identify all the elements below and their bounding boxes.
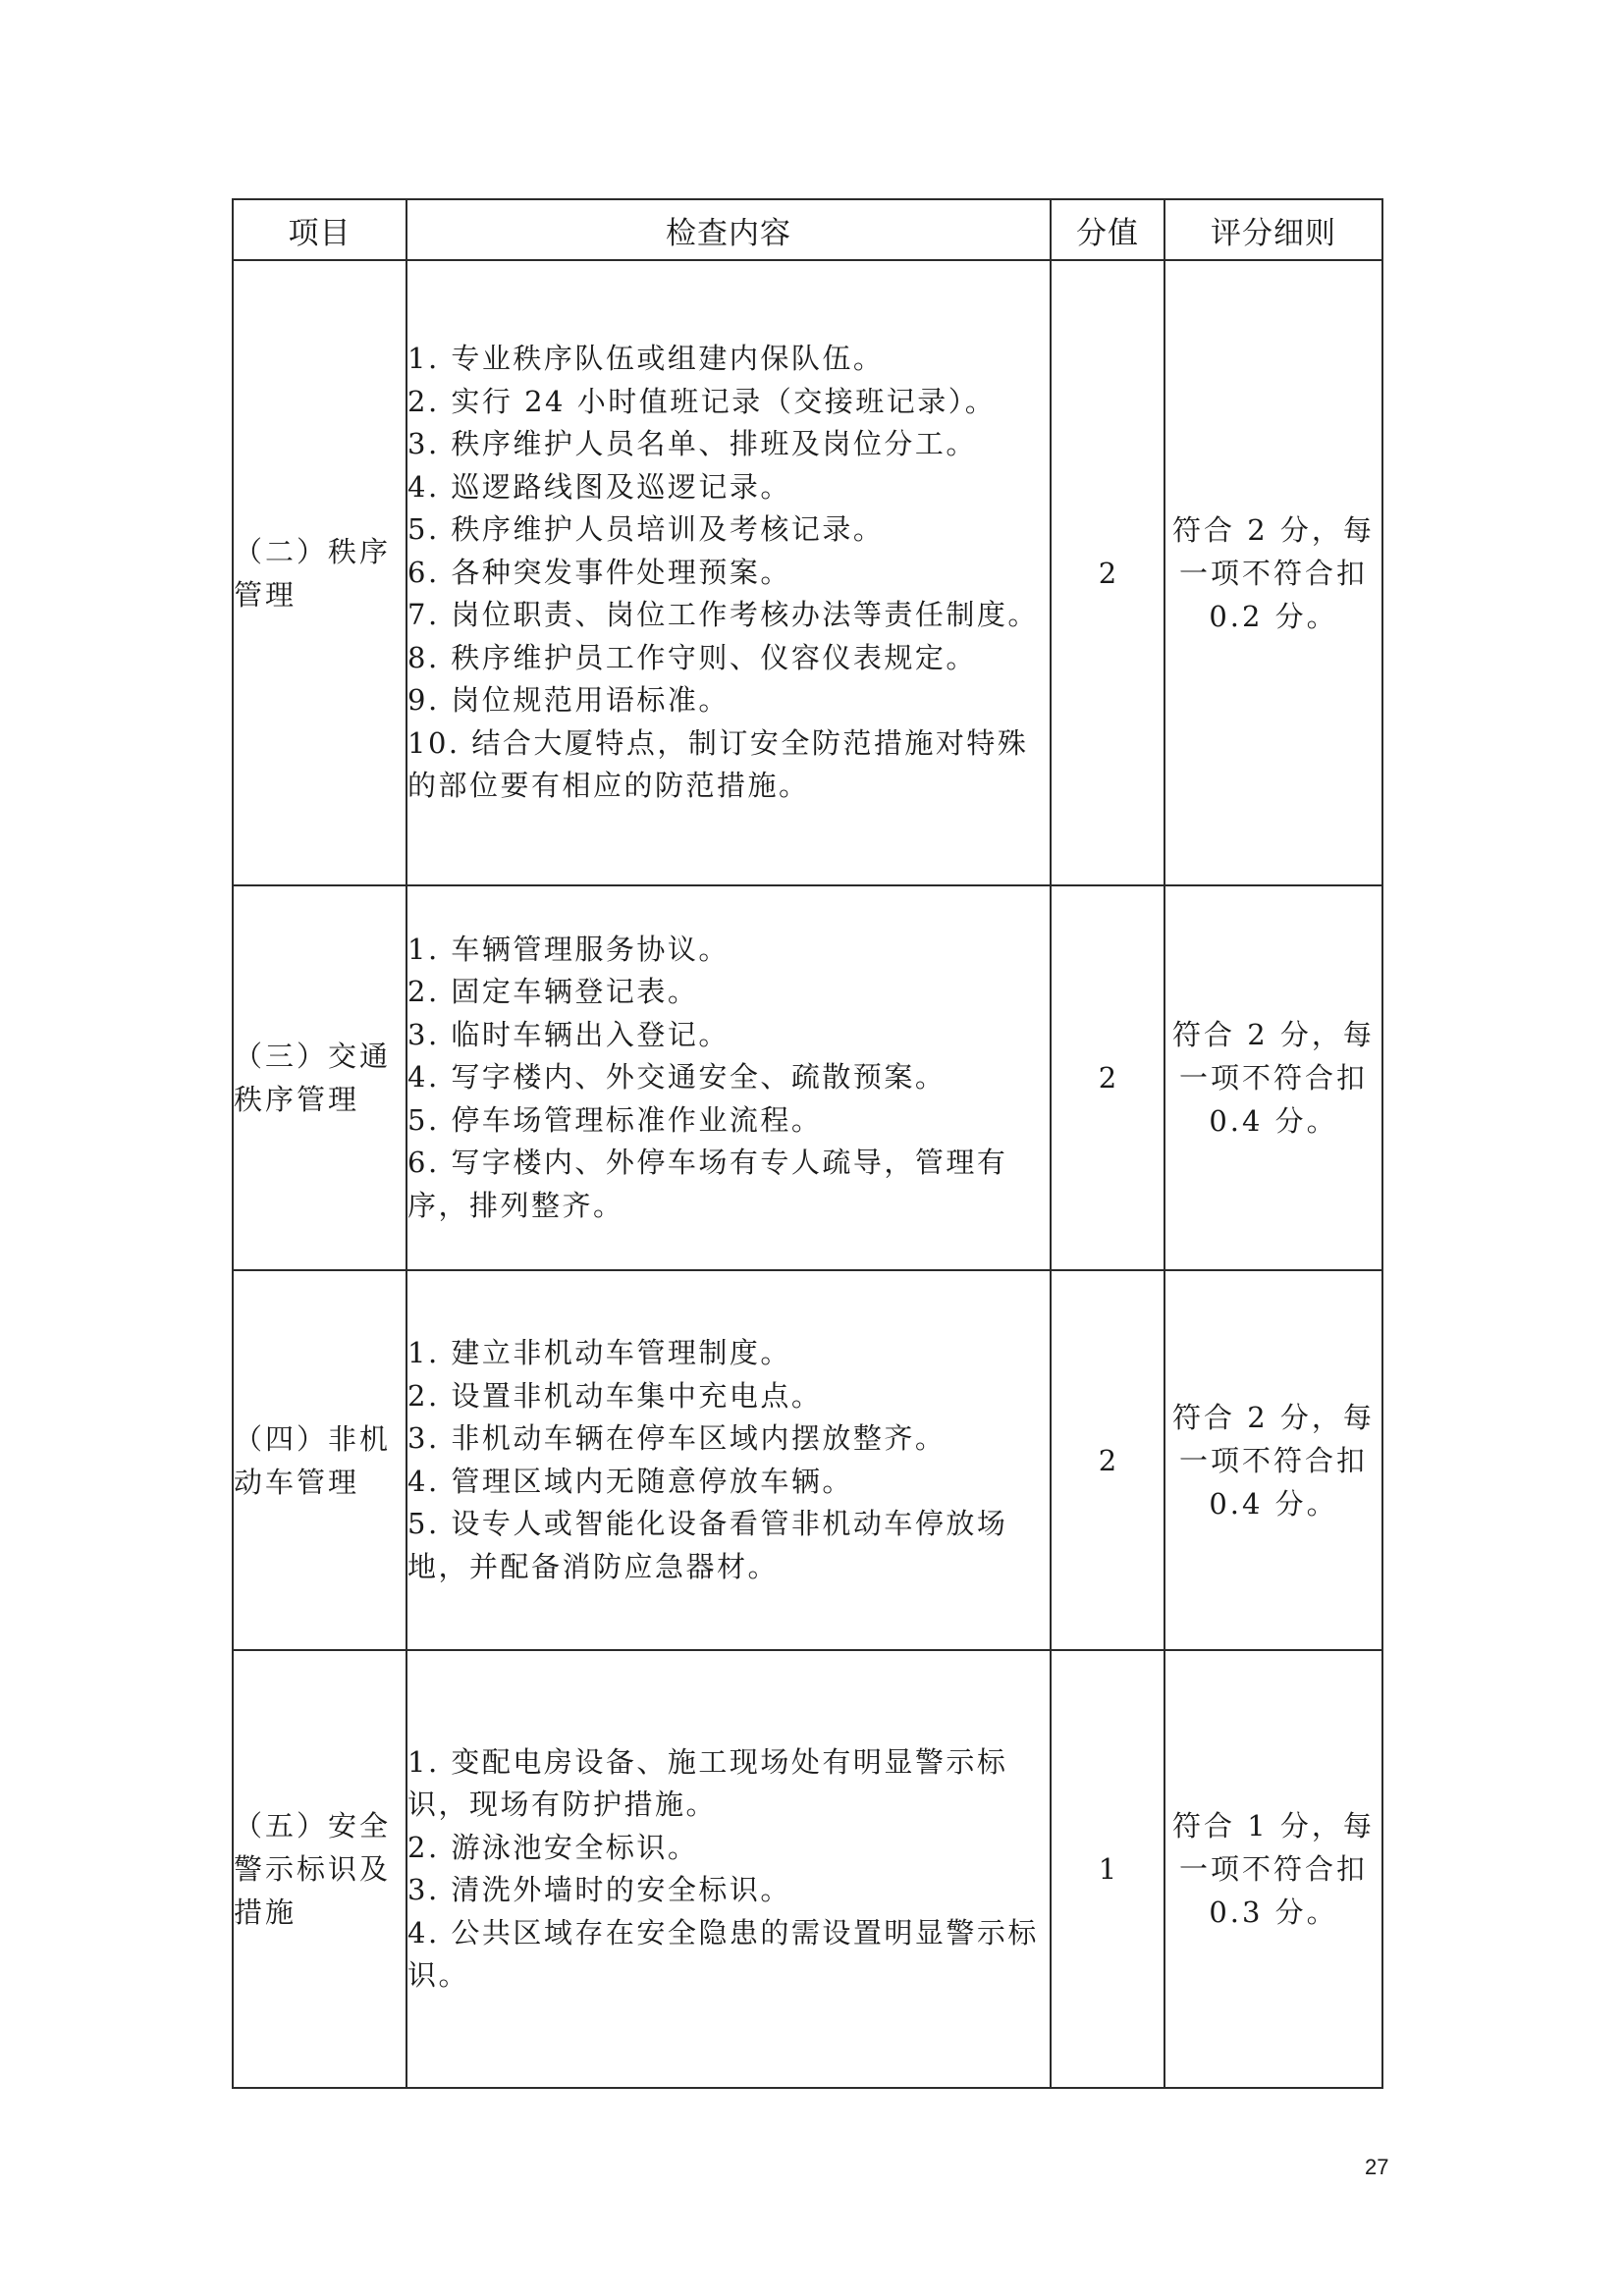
content-line: 3. 清洗外墙时的安全标识。 — [407, 1873, 791, 1906]
content-line: 5. 设专人或智能化设备看管非机动车停放场地，并配备消防应急器材。 — [407, 1507, 1008, 1583]
content-cell — [406, 260, 1051, 885]
content-line: 2. 设置非机动车集中充电点。 — [407, 1378, 823, 1413]
content-line: 1. 建立非机动车管理制度。 — [407, 1336, 791, 1369]
header-rule: 评分细则 — [1164, 199, 1382, 260]
rule-cell: 符合 1 分，每一项不符合扣 0.3 分。 — [1164, 1650, 1382, 2088]
item-cell: （三）交通秩序管理 — [233, 885, 406, 1270]
table-row — [233, 885, 1382, 1270]
content-line: 2. 固定车辆登记表。 — [407, 975, 699, 1009]
score-cell: 2 — [1051, 1270, 1164, 1650]
rule-cell: 符合 2 分，每一项不符合扣 0.4 分。 — [1164, 1270, 1382, 1650]
content-line: 6. 写字楼内、外停车场有专人疏导，管理有序，排列整齐。 — [407, 1146, 1008, 1222]
scoring-table — [232, 198, 1383, 2089]
content-line: 8. 秩序维护员工作守则、仪容仪表规定。 — [407, 640, 977, 674]
item-cell: （五）安全警示标识及措施 — [233, 1650, 406, 2088]
content-line: 4. 巡逻路线图及巡逻记录。 — [407, 469, 791, 504]
content-line: 3. 秩序维护人员名单、排班及岗位分工。 — [407, 427, 977, 461]
content-cell — [406, 885, 1051, 1270]
header-content: 检查内容 — [406, 199, 1051, 260]
table-row — [233, 1270, 1382, 1650]
content-line: 3. 非机动车辆在停车区域内摆放整齐。 — [407, 1421, 947, 1455]
content-line: 4. 写字楼内、外交通安全、疏散预案。 — [407, 1060, 947, 1095]
page-number: 27 — [1365, 2155, 1389, 2179]
rule-cell: 符合 2 分，每一项不符合扣 0.4 分。 — [1164, 885, 1382, 1270]
header-score: 分值 — [1051, 199, 1164, 260]
table-row — [233, 260, 1382, 885]
content-line: 1. 变配电房设备、施工现场处有明显警示标识，现场有防护措施。 — [407, 1744, 1008, 1821]
content-line: 5. 停车场管理标准作业流程。 — [407, 1102, 823, 1137]
score-cell: 2 — [1051, 885, 1164, 1270]
content-line: 9. 岗位规范用语标准。 — [407, 683, 730, 718]
content-cell — [406, 1650, 1051, 2088]
rule-cell: 符合 2 分，每一项不符合扣 0.2 分。 — [1164, 260, 1382, 885]
item-cell: （四）非机动车管理 — [233, 1270, 406, 1650]
content-line: 1. 车辆管理服务协议。 — [407, 932, 730, 966]
content-line: 2. 游泳池安全标识。 — [407, 1830, 699, 1864]
table-header-row — [233, 199, 1382, 260]
score-cell: 2 — [1051, 260, 1164, 885]
item-cell: （二）秩序管理 — [233, 260, 406, 885]
content-line: 5. 秩序维护人员培训及考核记录。 — [407, 512, 885, 547]
table-row — [233, 1650, 1382, 2088]
header-item: 项目 — [233, 199, 406, 260]
content-line: 4. 公共区域存在安全隐患的需设置明显警示标识。 — [407, 1915, 1039, 1992]
content-line: 7. 岗位职责、岗位工作考核办法等责任制度。 — [407, 598, 1039, 632]
content-line: 1. 专业秩序队伍或组建内保队伍。 — [407, 342, 885, 376]
content-line: 3. 临时车辆出入登记。 — [407, 1017, 730, 1051]
content-cell — [406, 1270, 1051, 1650]
content-line: 10. 结合大厦特点，制订安全防范措施对特殊的部位要有相应的防范措施。 — [407, 725, 1029, 803]
content-line: 4. 管理区域内无随意停放车辆。 — [407, 1464, 853, 1498]
content-line: 2. 实行 24 小时值班记录（交接班记录）。 — [407, 384, 997, 418]
score-cell: 1 — [1051, 1650, 1164, 2088]
content-line: 6. 各种突发事件处理预案。 — [407, 555, 791, 589]
